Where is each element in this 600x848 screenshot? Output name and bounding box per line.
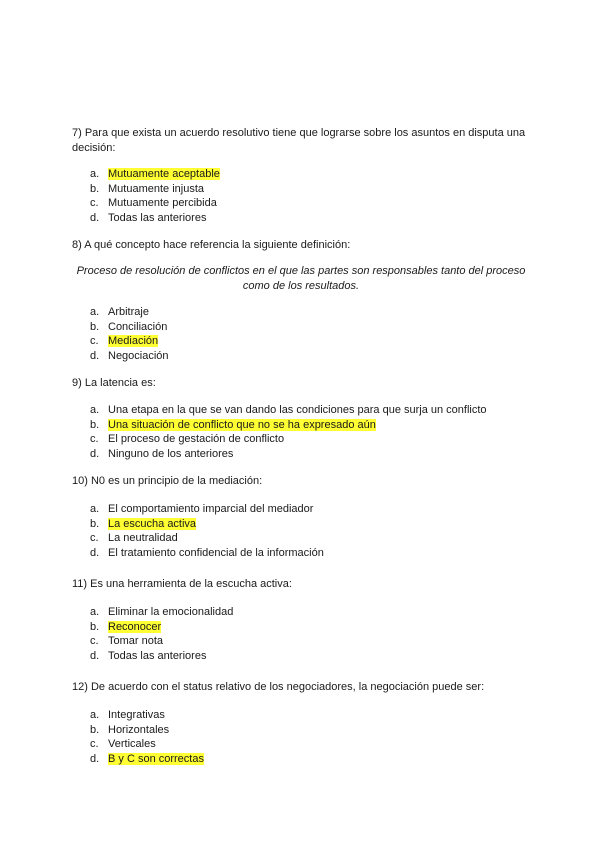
option-7a: a. Mutuamente aceptable xyxy=(90,168,220,180)
question-12-text: 12) De acuerdo con el status relativo de los negociadores, la negociación puede ser: xyxy=(72,681,485,693)
option-8b: b. Conciliación xyxy=(90,320,168,333)
question-11-options xyxy=(90,605,233,663)
option-10c: c. La neutralidad xyxy=(90,532,178,545)
answer-highlight: Una situación de conflicto que no se ha expresado aún xyxy=(108,418,376,431)
question-10-text: 10) N0 es un principio de la mediación: xyxy=(72,475,263,487)
option-12a: a. Integrativas xyxy=(90,709,165,721)
option-8d: d. Negociación xyxy=(90,349,169,362)
option-10b: b. La escucha activa xyxy=(90,517,197,530)
option-7b: b. Mutuamente injusta xyxy=(90,182,204,195)
option-9a: a. Una etapa en la que se van dando las condiciones para que surja un conflicto xyxy=(90,404,487,416)
answer-highlight: Mutuamente aceptable xyxy=(108,168,220,180)
option-9d: d. Ninguno de los anteriores xyxy=(90,447,234,460)
question-7-options xyxy=(90,167,220,225)
option-11c: c. Tomar nota xyxy=(90,635,164,648)
question-11-text: 11) Es una herramienta de la escucha activa: xyxy=(72,578,292,590)
option-8c: c. Mediación xyxy=(90,335,159,348)
option-11a: a. Eliminar la emocionalidad xyxy=(90,606,234,618)
answer-highlight: B y C son correctas xyxy=(108,752,204,765)
option-10d: d. El tratamiento confidencial de la información xyxy=(90,546,324,559)
question-8-text: 8) A qué concepto hace referencia la siguiente definición: xyxy=(72,239,351,251)
option-10a: a. El comportamiento imparcial del mediador xyxy=(90,503,314,515)
option-11d: d. Todas las anteriores xyxy=(90,649,207,662)
question-7-text: 7) Para que exista un acuerdo resolutivo tiene que lograrse sobre los asuntos en disputa una decisión: xyxy=(72,127,526,154)
option-9c: c. El proceso de gestación de conflicto xyxy=(90,433,285,446)
question-9-text: 9) La latencia es: xyxy=(72,377,156,389)
question-10-options xyxy=(90,502,324,560)
option-12c: c. Verticales xyxy=(90,738,156,751)
answer-highlight: La escucha activa xyxy=(108,517,197,530)
question-8-definition: Proceso de resolución de conflictos en el que las partes son responsables tanto del proceso como de los resultados. xyxy=(76,265,526,292)
option-8a: a. Arbitraje xyxy=(90,306,149,318)
option-12b: b. Horizontales xyxy=(90,723,170,736)
option-9b: b. Una situación de conflicto que no se ha expresado aún xyxy=(90,418,376,431)
question-8-options xyxy=(90,305,169,363)
option-12d: d. B y C son correctas xyxy=(90,752,204,765)
answer-highlight: Reconocer xyxy=(108,620,162,633)
question-12-options xyxy=(90,708,204,766)
option-11b: b. Reconocer xyxy=(90,620,162,633)
question-9-options xyxy=(90,403,487,461)
answer-highlight: Mediación xyxy=(108,335,159,348)
option-7d: d. Todas las anteriores xyxy=(90,211,207,224)
option-7c: c. Mutuamente percibida xyxy=(90,197,217,210)
